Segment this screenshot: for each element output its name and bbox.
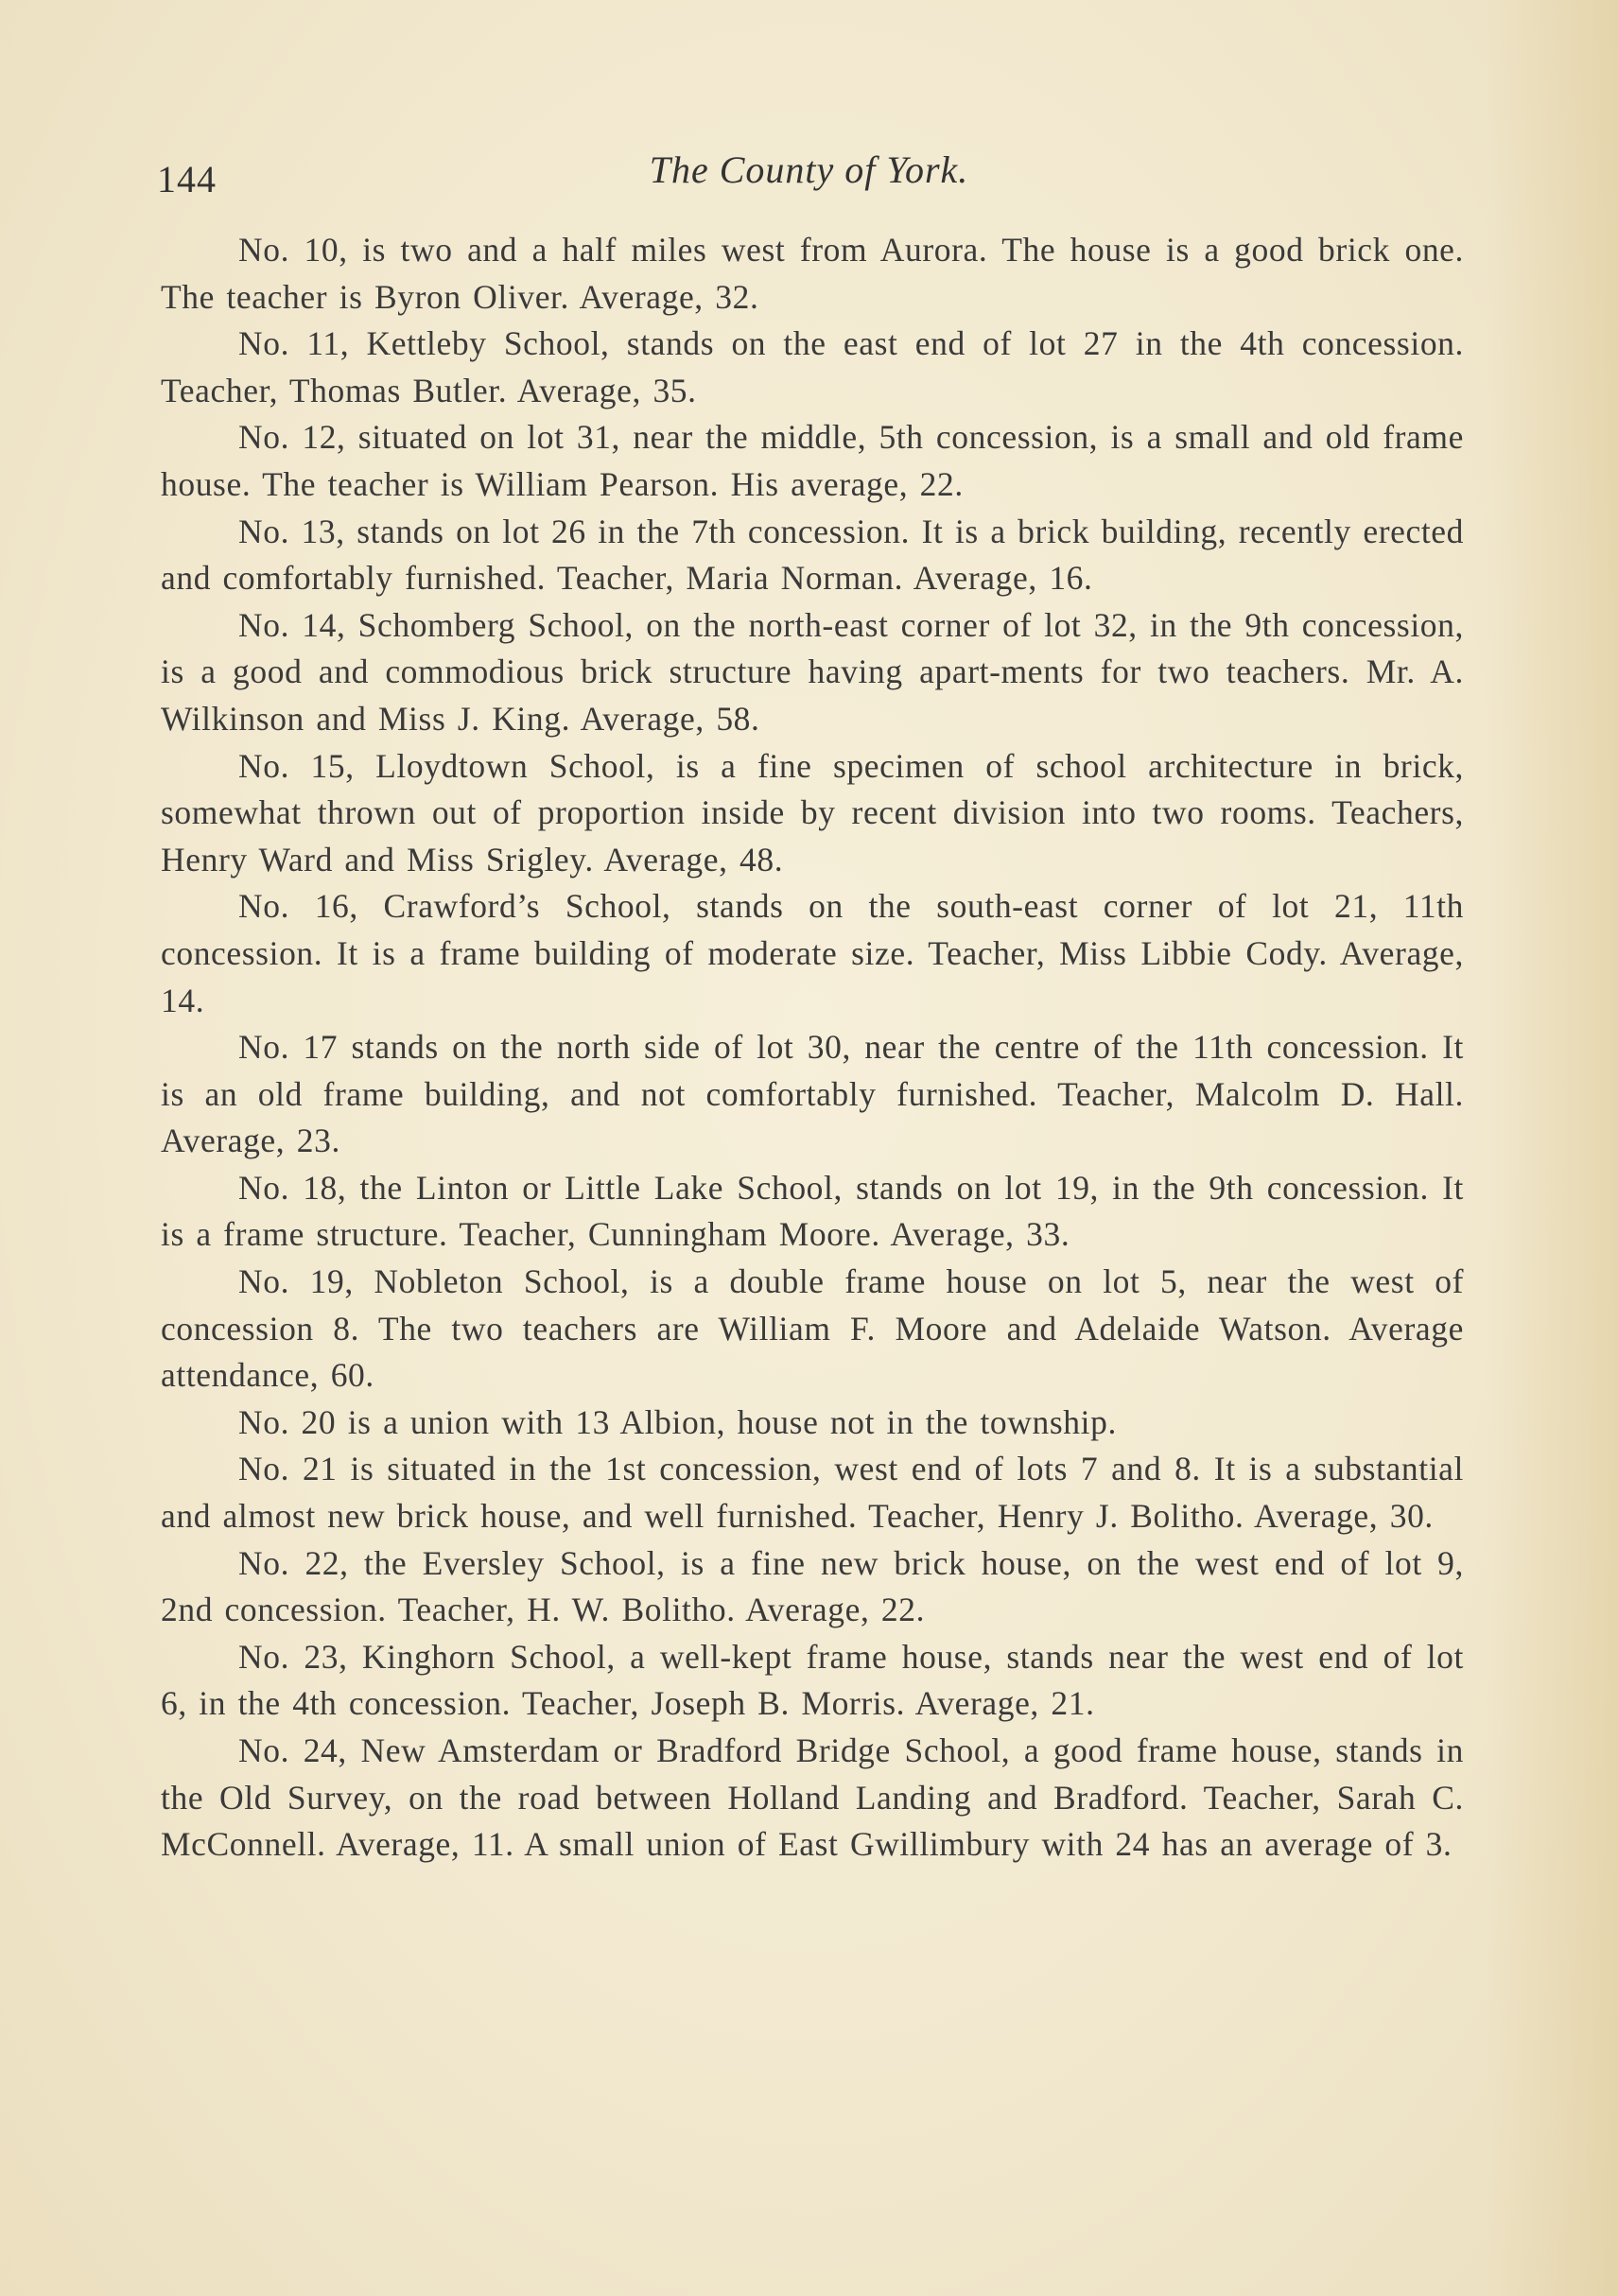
paragraph-school-16: No. 16, Crawford’s School, stands on the south-east corner of lot 21, 11th concession. It is a frame building of moderate size. Teacher, Miss Libbie Cody. Average, 14. — [161, 887, 1464, 1019]
paragraph-school-13: No. 13, stands on lot 26 in the 7th concession. It is a brick building, recently erected and comfortably furnished. Teacher, Maria Norman. Average, 16. — [161, 512, 1464, 598]
paragraph-school-10: No. 10, is two and a half miles west from Aurora. The house is a good brick one. The teacher is Byron Oliver. Average, 32. — [161, 231, 1464, 316]
paragraph-school-14: No. 14, Schomberg School, on the north-east corner of lot 32, in the 9th concession, is a good and commodious brick structure having apart-ments for two teachers. Mr. A. Wilkinson and Miss J. King. Average, 58. — [161, 605, 1464, 738]
paragraph-school-21: No. 21 is situated in the 1st concession, west end of lots 7 and 8. It is a substantial and almost new brick house, and well furnished. Teacher, Henry J. Bolitho. Average, 30. — [161, 1450, 1464, 1536]
paragraph-school-15: No. 15, Lloydtown School, is a fine specimen of school architecture in brick, somewhat thrown out of proportion inside by recent division into two rooms. Teachers, Henry Ward and Miss Srigley. Average, 48. — [161, 746, 1464, 878]
paragraph-school-17: No. 17 stands on the north side of lot 30, near the centre of the 11th concession. It is an old frame building, and not comfortably furnished. Teacher, Malcolm D. Hall. Average, 23. — [161, 1028, 1464, 1160]
paragraph-school-19: No. 19, Nobleton School, is a double frame house on lot 5, near the west of concession 8. The two teachers are William F. Moore and Adelaide Watson. Average attendance, 60. — [161, 1262, 1464, 1395]
paragraph-school-18: No. 18, the Linton or Little Lake School, stands on lot 19, in the 9th concession. It is a frame structure. Teacher, Cunningham Moore. Average, 33. — [161, 1168, 1464, 1254]
paragraph-school-23: No. 23, Kinghorn School, a well-kept frame house, stands near the west end of lot 6, in the 4th concession. Teacher, Joseph B. Morris. Average, 21. — [161, 1637, 1464, 1723]
paragraph-school-20: No. 20 is a union with 13 Albion, house not in the township. — [238, 1402, 1117, 1441]
paragraph-school-12: No. 12, situated on lot 31, near the middle, 5th concession, is a small and old frame house. The teacher is William Pearson. His average, 22. — [161, 418, 1464, 503]
page-number: 144 — [157, 158, 217, 200]
paragraph-school-24: No. 24, New Amsterdam or Bradford Bridge School, a good frame house, stands in the Old Survey, on the road between Holland Landing and Bradford. Teacher, Sarah C. McConnell. Average, 11. A small union of East Gwillimbury with 24 has an average of 3. — [161, 1731, 1464, 1864]
page-header — [0, 142, 1618, 199]
body-text — [161, 227, 1464, 1869]
paragraph-school-22: No. 22, the Eversley School, is a fine new brick house, on the west end of lot 9, 2nd concession. Teacher, H. W. Bolitho. Average, 22. — [161, 1543, 1464, 1629]
paragraph-school-11: No. 11, Kettleby School, stands on the east end of lot 27 in the 4th concession. Teacher, Thomas Butler. Average, 35. — [161, 324, 1464, 409]
running-title: The County of York. — [649, 148, 969, 191]
